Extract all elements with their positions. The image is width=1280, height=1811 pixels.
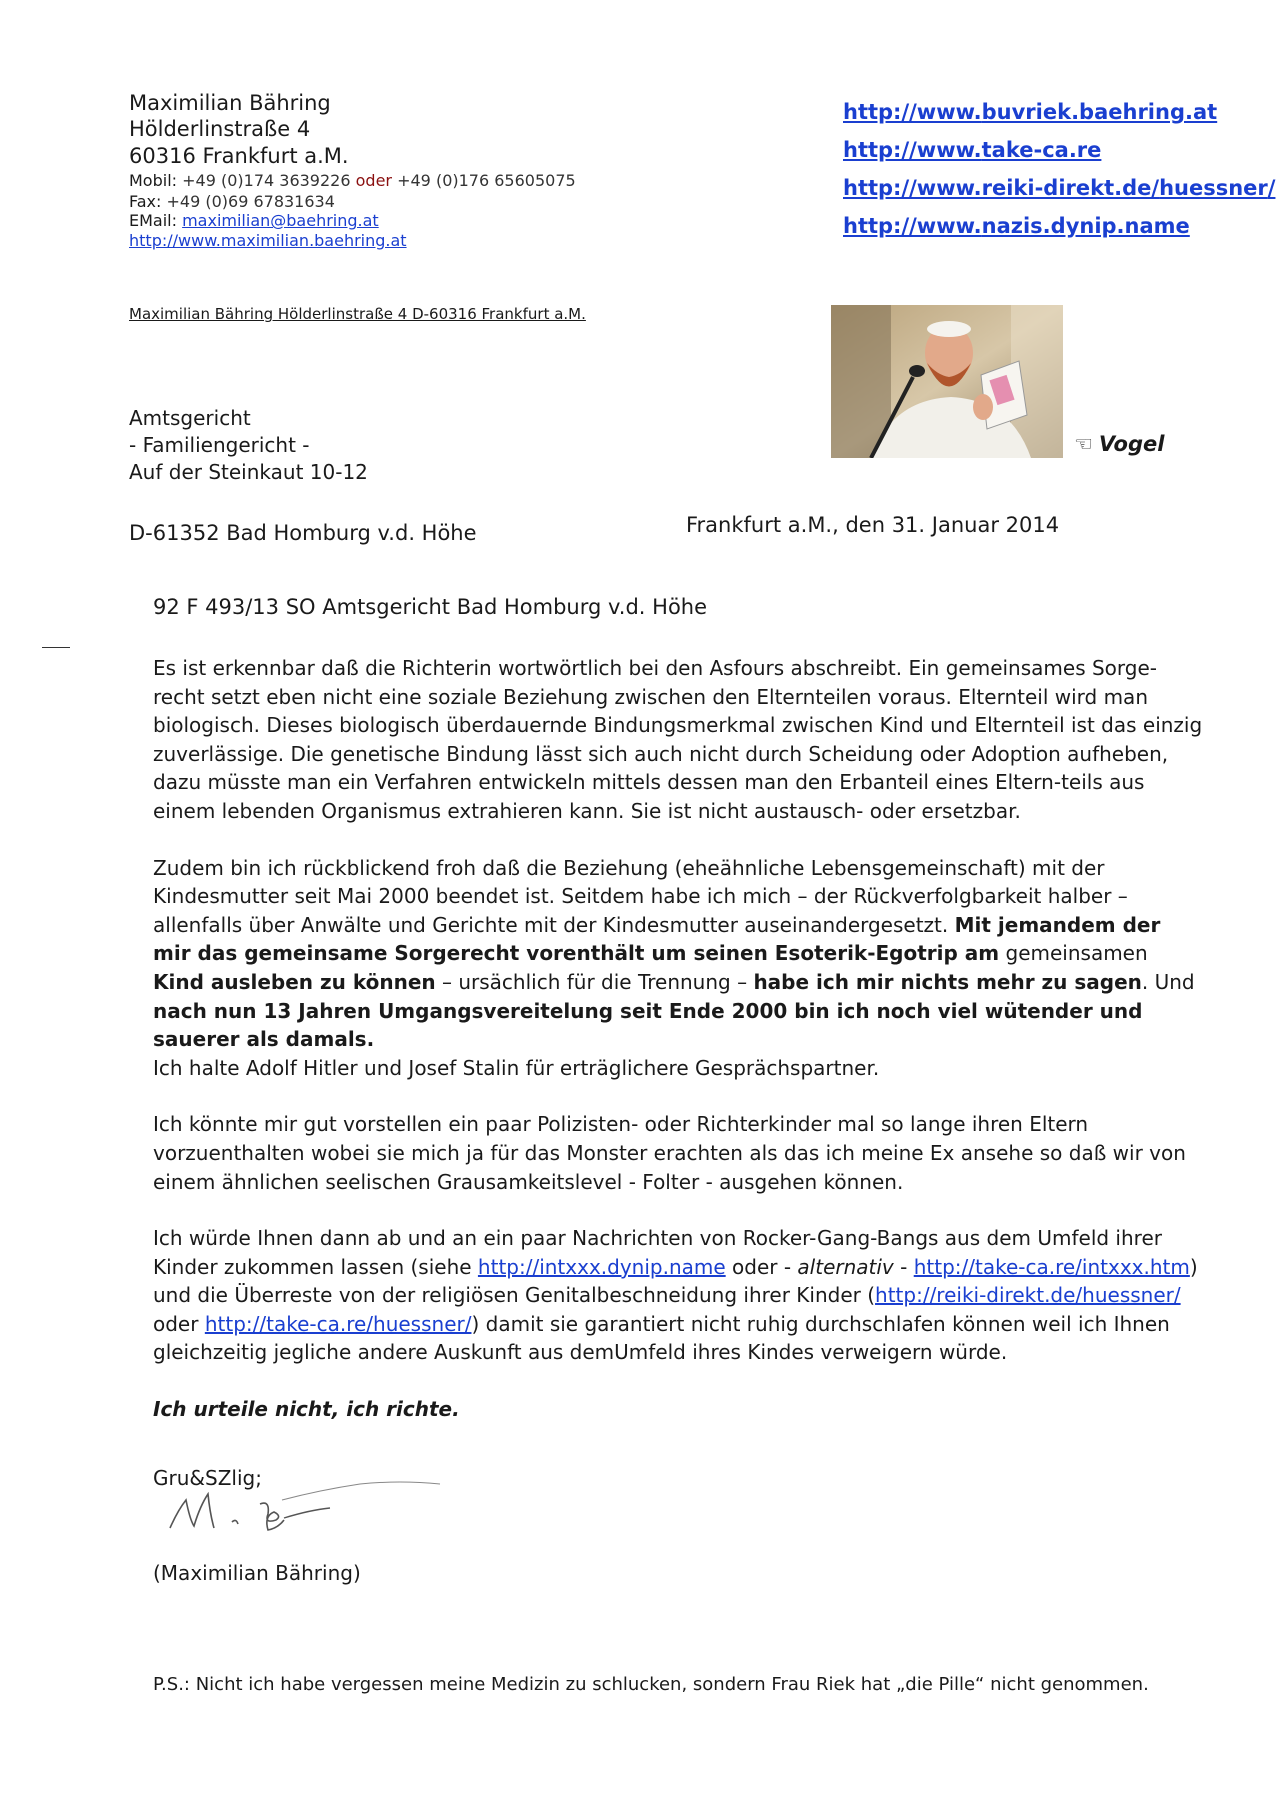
letter-body [153, 654, 1203, 1520]
postscript: P.S.: Nicht ich habe vergessen meine Medizin zu schlucken, sondern Frau Riek hat „die Pille“ nicht genommen. [153, 1674, 1149, 1695]
email-link[interactable]: maximilian@baehring.at [182, 211, 379, 231]
return-address: Maximilian Bähring Hölderlinstraße 4 D-60316 Frankfurt a.M. [129, 305, 586, 323]
fold-mark [42, 647, 70, 648]
sender-block [129, 90, 576, 250]
link-take-care-intxxx[interactable]: http://take-ca.re/intxxx.htm [913, 1254, 1190, 1279]
speaker-photo [831, 305, 1063, 458]
sender-fax-line [129, 192, 576, 211]
sender-street: Hölderlinstraße 4 [129, 117, 311, 142]
link-reiki-direkt-huessner[interactable]: http://reiki-direkt.de/huessner/ [875, 1283, 1181, 1308]
sender-email-line [129, 211, 576, 231]
pointing-hand-icon: ☜ [1074, 432, 1093, 456]
recipient-address [129, 405, 368, 486]
weblink-take-care[interactable]: http://www.take-ca.re [843, 138, 1102, 162]
paragraph-2: Zudem bin ich rückblickend froh daß die Beziehung (eheähnliche Lebensgemeinschaft) mit der Kindesmutter seit Mai 2000 beendet ist. Seitdem habe ich mich – der Rückverfolgbarkeit halber – allenfalls über Anwälte und Gerichte mit der Kindesmutter auseinandergesetzt. Mit jemandem der mir das gemeinsame Sorgerecht vorenthält um seinen Esoterik-Egotrip am gemeinsamen Kind ausleben zu können – ursächlich für die Trennung – habe ich mir nichts mehr zu sagen. Und nach nun 13 Jahren Umgangsvereitelung seit Ende 2000 bin ich noch viel wütender und sauerer als damals. Ich halte Adolf Hitler und Josef Stalin für erträglichere Gesprächspartner. [153, 855, 1195, 1080]
sender-website-line [129, 231, 576, 250]
sender-city: 60316 Frankfurt a.M. [129, 143, 349, 168]
recipient-line-1: Amtsgericht [129, 406, 251, 430]
recipient-line-2: - Familiengericht - [129, 433, 310, 457]
or-word: oder [355, 170, 392, 190]
link-intxxx[interactable]: http://intxxx.dynip.name [477, 1254, 726, 1279]
handwritten-signature [160, 1470, 450, 1550]
photo-illustration [831, 305, 1063, 458]
fax-number: +49 (0)69 67831634 [166, 191, 335, 211]
photo-caption-text: Vogel [1098, 432, 1165, 456]
link-take-care-huessner[interactable]: http://take-ca.re/huessner/ [204, 1311, 472, 1336]
website-link[interactable]: http://www.maximilian.baehring.at [129, 231, 407, 251]
fax-label: Fax: [129, 191, 162, 211]
mobile-number-2: +49 (0)176 65605075 [397, 170, 576, 190]
subject-line: 92 F 493/13 SO Amtsgericht Bad Homburg v.d. Höhe [153, 595, 708, 619]
paragraph-4: Ich würde Ihnen dann ab und an ein paar Nachrichten von Rocker-Gang-Bangs aus dem Umfeld ihrer Kinder zukommen lassen (siehe http://intxxx.dynip.name oder - alternativ - http://take-ca.re/intxxx.htm) und die Überreste von der religiösen Genitalbeschneidung ihrer Kinder (http://reiki-direkt.de/huessner/ oder http://take-ca.re/huessner/) damit sie garantiert nicht ruhig durchschlafen können weil ich Ihnen gleichzeitig jegliche andere Auskunft aus demUmfeld ihres Kindes verweigern würde. [153, 1226, 1198, 1365]
mobile-number-1: +49 (0)174 3639226 [182, 170, 351, 190]
motto: Ich urteile nicht, ich richte. [153, 1397, 460, 1422]
signer-name: (Maximilian Bähring) [153, 1561, 361, 1585]
weblinks-list [843, 100, 1275, 252]
weblink-nazis-dynip[interactable]: http://www.nazis.dynip.name [843, 214, 1190, 238]
weblink-reiki-direkt[interactable]: http://www.reiki-direkt.de/huessner/ [843, 176, 1276, 200]
recipient-city: D-61352 Bad Homburg v.d. Höhe [129, 521, 477, 545]
mobile-label: Mobil: [129, 170, 178, 190]
email-label: EMail: [129, 211, 177, 231]
recipient-line-3: Auf der Steinkaut 10-12 [129, 460, 368, 484]
greeting: Gru&SZlig; [153, 1465, 262, 1490]
paragraph-1: Es ist erkennbar daß die Richterin wortwörtlich bei den Asfours abschreibt. Ein gemeinsames Sorge-recht setzt eben nicht eine soziale Beziehung zwischen den Elternteilen voraus. Elternteil wird man biologisch. Dieses biologisch überdauernde Bindungsmerkmal zwischen Kind und Elternteil ist das einzig zuverlässige. Die genetische Bindung lässt sich auch nicht durch Scheidung oder Adoption aufheben, dazu müsste man ein Verfahren entwickeln mittels dessen man den Erbanteil eines Eltern-teils aus einem lebenden Organismus extrahieren kann. Sie ist nicht austausch- oder ersetzbar. [153, 656, 1203, 823]
sender-phone-line [129, 169, 576, 192]
sender-name: Maximilian Bähring [129, 91, 331, 115]
date-line: Frankfurt a.M., den 31. Januar 2014 [686, 513, 1060, 537]
photo-caption [1074, 432, 1164, 456]
paragraph-3: Ich könnte mir gut vorstellen ein paar Polizisten- oder Richterkinder mal so lange ihren Eltern vorzuenthalten wobei sie mich ja für das Monster erachten als das ich meine Ex ansehe so daß wir von einem ähnlichen seelischen Grausamkeitslevel - Folter - ausgehen können. [153, 1112, 1186, 1194]
weblink-buvriek[interactable]: http://www.buvriek.baehring.at [843, 100, 1218, 124]
